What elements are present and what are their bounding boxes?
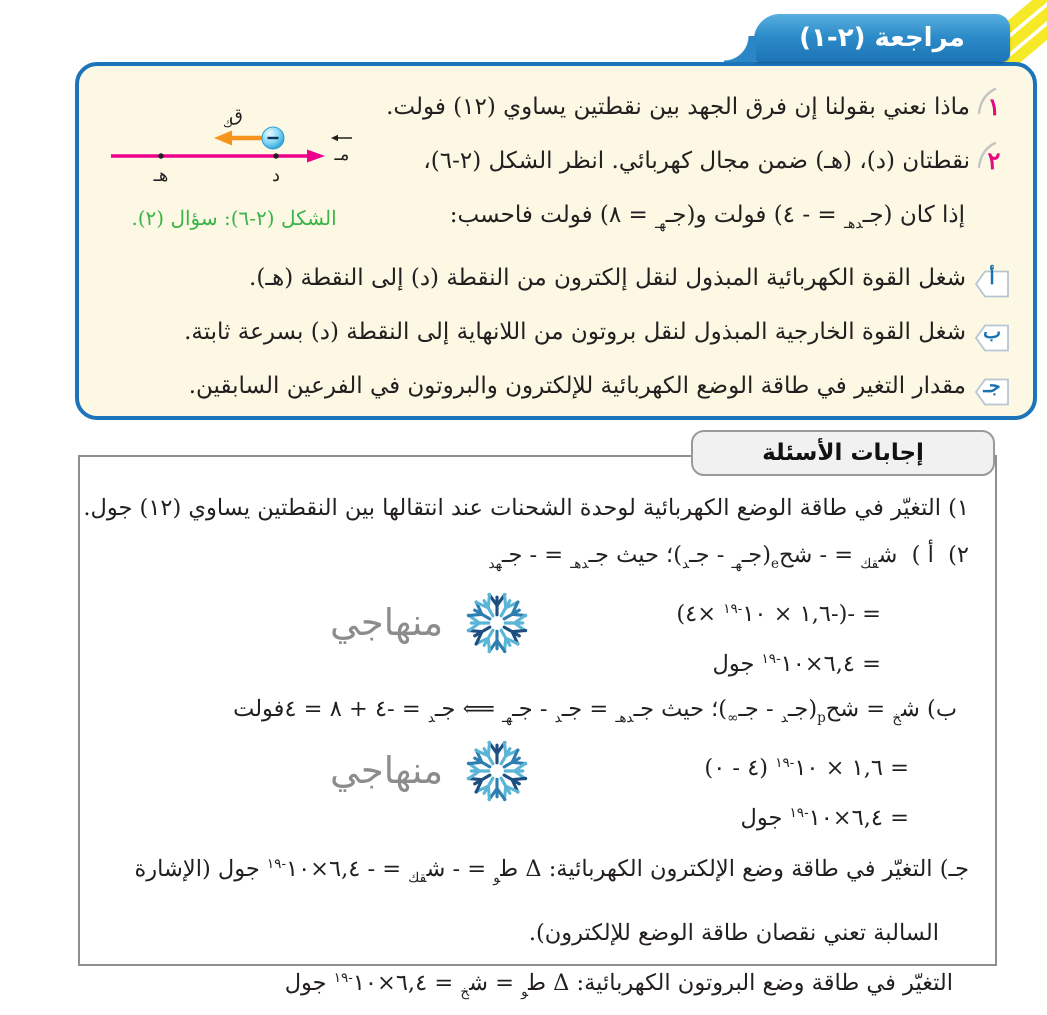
figure-2-6 [109,92,359,230]
sub-question-c-marker [975,372,1009,400]
question-1-text: ماذا نعني بقولنا إن فرق الجهد بين نقطتين يساوي (١٢) فولت. [386,94,970,120]
sub-question-c-letter: جـ [983,375,1001,398]
sub-question-b-marker [975,318,1009,346]
figure-caption: الشكل (٢-٦): سؤال (٢). [131,206,337,230]
force-arrowhead-icon [214,131,232,146]
answer-2c-line-2: السالبة تعني نقصان طاقة الوضع للإلكترون). [528,919,939,946]
answers-tab [691,430,995,476]
sub-question-a-marker [975,264,1009,292]
number-swoosh-icon [975,140,1001,174]
point-h-label: هـ [153,165,169,186]
manhaji-logo-watermark-2 [330,725,543,817]
point-d-dot [273,153,278,158]
sub-question-b-letter: ب [983,321,1001,344]
sub-question-b-row [97,305,1009,359]
question-2-number-badge [979,134,1009,188]
answer-1-line: ١) التغيّر في طاقة الوضع الكهربائية لوحدة الشحنات عند انتقالها بين النقطتين يساوي (١٢) جول. [83,495,969,521]
number-swoosh-icon [975,86,1001,120]
answer-2b-equation-2: = $٦,٤\times ١٠^{-١٩}$ جول [740,805,909,832]
question-2-text-line1: نقطتان (د)، (هـ) ضمن مجال كهربائي. انظر الشكل (٢-٦)، [423,148,970,174]
sub-question-a-text: شغل القوة الكهربائية المبذول لنقل إلكترون من النقطة (د) إلى النقطة (هـ). [249,265,966,292]
answer-2a-line: ٢) أ ) ش$_{قك}$ = - شح$_e$(جـ$_{هـ}$ - جـ$_د$)؛ حيث جـ$_{دهـ}$ = - جـ$_{هد}$ [488,542,969,573]
question-1-number: ١ [987,92,1001,121]
question-2-text-line2: إذا كان (جـ$_{دهـ}$ = - ٤) فولت و(جـ$_{هـ}$ = ٨) فولت فاحسب: [449,202,965,233]
sub-question-a-letter: أ [989,267,995,290]
field-label-overarrow-head [331,135,338,141]
question-1-number-badge [979,80,1009,134]
manhaji-emblem-icon [451,577,543,669]
sub-question-a-row [97,251,1009,305]
answers-tab-label: إجابات الأسئلة [762,440,924,466]
answers-box [78,455,997,1000]
question-2-number: ٢ [987,146,1001,175]
force-label-sub: ك [223,116,233,130]
field-line-arrowhead-icon [307,150,325,163]
manhaji-wordmark: منهاجي [330,601,444,644]
review-badge-label: مراجعة (٢-١) [799,23,965,53]
sub-question-c-text: مقدار التغير في طاقة الوضع الكهربائية للإلكترون والبروتون في الفرعين السابقين. [188,373,966,400]
point-h-dot [158,153,163,158]
answer-2b-equation-1: = ١,٦ × $١٠^{-١٩}$ (٤ - ٠) [704,755,909,782]
sub-question-b-text: شغل القوة الخارجية المبذول لنقل بروتون من اللانهاية إلى النقطة (د) بسرعة ثابتة. [184,319,966,346]
force-label: ق [229,105,243,126]
manhaji-logo-watermark-1 [330,577,543,669]
answer-2c-line-1: جـ) التغيّر في طاقة وضع الإلكترون الكهربائية: Δ ط$_و$ = - ش$_{قك}$ = - $٦,٤\times ١٠^{-١٩}$ جول (الإشارة [134,855,969,886]
field-label: مـ [334,144,350,165]
answer-2a-equation-1: = -(-١,٦ × $١٠^{-١٩}$ ×٤) [676,601,881,628]
answer-2c-line-3: التغيّر في طاقة وضع البروتون الكهربائية: Δ ط$_و$ = ش$_خ$ = $٦,٤\times ١٠^{-١٩}$ جول [284,969,953,1000]
question-box [75,62,1037,420]
manhaji-wordmark: منهاجي [330,749,444,792]
answer-2a-equation-2: = $٦,٤\times ١٠^{-١٩}$ جول [712,651,881,678]
manhaji-emblem-icon [451,725,543,817]
review-section-badge [754,14,1010,62]
answer-2b-line: ب) ش$_خ$ = شح$_p$(جـ$_د$ - جـ$_\infty$)؛ حيث جـ$_{دهـ}$ = جـ$_د$ - جـ$_{هـ}$ ⟸ جـ$_د$ = -٤ + ٨ = ٤فولت [233,696,957,727]
figure-2-6-diagram [109,92,359,192]
sub-question-c-row [97,359,1009,413]
point-d-label: د [271,165,281,186]
